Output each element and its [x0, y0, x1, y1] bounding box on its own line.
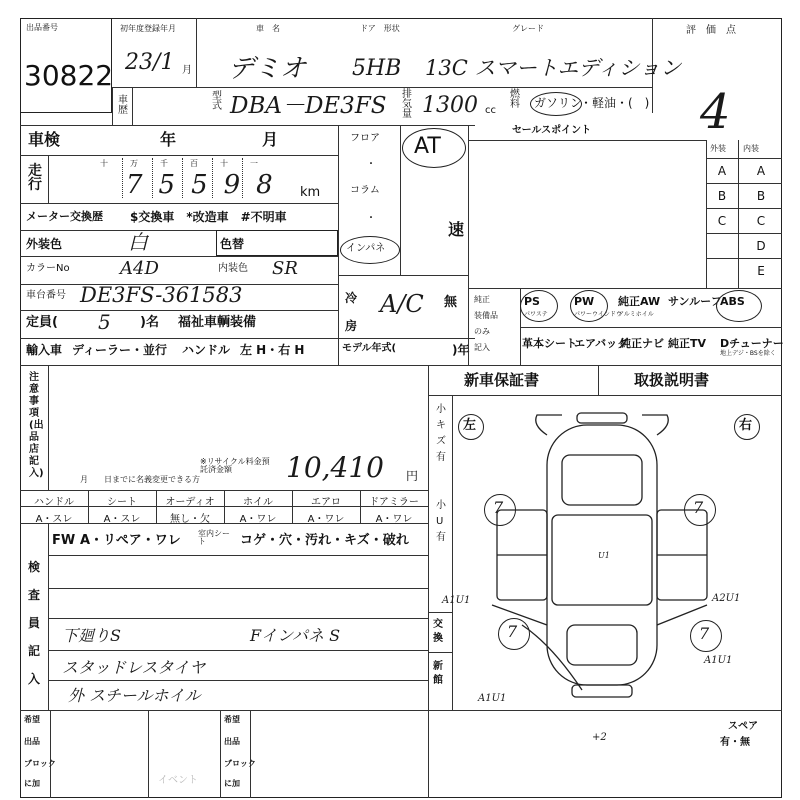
footer-label-enter_label: に加	[24, 779, 40, 788]
inspector-label: 入	[27, 672, 40, 686]
model-year-label: モデル年式(	[342, 343, 397, 354]
tire-value: 7	[693, 498, 704, 517]
equipment-item: 純正AW	[618, 295, 661, 308]
grade-int-cell: C	[756, 214, 766, 228]
pure-label: のみ	[474, 327, 490, 336]
recycle-note: ※リサイクル料金預託済金額	[200, 457, 270, 474]
condition-value: A・スレ	[35, 514, 73, 525]
inspector-label: 記	[27, 644, 40, 658]
first-reg-value: 23/1	[125, 50, 175, 75]
handle-label: ハンドル	[182, 343, 231, 357]
equipment-item: サンルーフ	[668, 295, 722, 308]
model-value: DBA－DE3FS	[230, 93, 387, 119]
footer-label-exhibit_label: 出品	[24, 737, 40, 746]
condition-header: シート	[107, 497, 137, 508]
inspector-line-1: 下廻りS	[62, 626, 121, 645]
int-color-label: 内装色	[218, 263, 248, 274]
at-label: AT	[414, 134, 441, 159]
tire-value: 7	[699, 624, 710, 643]
condition-header: ホイル	[243, 497, 273, 508]
note-bottom: +2	[592, 732, 607, 743]
pure-label: 記入	[474, 343, 490, 352]
mileage-unit: km	[300, 185, 321, 200]
equipment-item: Dチューナー	[720, 337, 784, 350]
chassis-label: 車台番号	[26, 290, 66, 301]
condition-value: 無し・欠	[170, 514, 210, 525]
meter-exchange-label: メーター交換歴	[26, 210, 103, 223]
displacement-unit: cc	[485, 105, 496, 116]
equipment-sub: パワステ	[524, 311, 548, 318]
inspector-label: 検	[27, 560, 40, 574]
equipment-item: 革本シート	[522, 337, 577, 350]
int-color-value: SR	[272, 258, 298, 279]
grade-divider	[706, 183, 782, 184]
left-label: 左	[463, 418, 477, 433]
meter-options: $交換車 *改造車 #不明車	[130, 210, 287, 224]
tire-value: 7	[493, 498, 504, 517]
new-warranty: 新車保証書	[464, 371, 540, 389]
condition-value: A・ワレ	[239, 514, 277, 525]
mark-a1u1-left: A1U1	[442, 595, 471, 606]
mileage-digit-header: 十	[220, 159, 228, 168]
mileage-digit-header: 百	[190, 159, 198, 168]
shaken-month: 月	[262, 130, 279, 149]
sales-points-title: セールスポイント	[512, 125, 592, 136]
grade-divider	[706, 158, 782, 159]
fuel-alt: ・軽油・( )	[580, 96, 650, 110]
inspector-line-3: 外 スチールホイル	[68, 686, 201, 705]
until-note: 日までに名義変更できる方	[104, 475, 200, 484]
car-diagram	[452, 395, 782, 710]
speed-label: 速	[448, 220, 465, 239]
color-no-value: A4D	[120, 258, 159, 279]
floor-label: フロア	[350, 133, 380, 144]
repaint-label: 色替	[220, 237, 245, 251]
grade-value: 13C スマートエディション	[425, 56, 682, 80]
condition-header: エアロ	[311, 497, 341, 508]
shaken-label: 車検	[28, 130, 61, 149]
rating-value: 4	[700, 84, 731, 140]
equipment-circle	[716, 290, 762, 322]
small-scratch-label: 小キズ有	[436, 404, 446, 463]
footer-label-block_label: ブロック	[224, 759, 256, 768]
mark-a1u1-right-rear: A1U1	[704, 655, 733, 666]
footer-label-exhibit_label: 出品	[224, 737, 240, 746]
door-label: ドア 形状	[360, 24, 400, 33]
inspector-line-2: スタッドレスタイヤ	[62, 658, 206, 677]
right-label: 右	[739, 418, 753, 433]
footer-label-block_label: ブロック	[24, 759, 56, 768]
mileage-digit-header: 千	[160, 159, 168, 168]
chassis-value: DE3FS-361583	[80, 283, 243, 307]
grade-int-cell: A	[756, 164, 766, 178]
equipment-item: ABS	[720, 295, 745, 308]
ac-label: 冷房	[345, 291, 358, 333]
interior-items: コゲ・穴・汚れ・キズ・破れ	[240, 533, 409, 548]
shaken-year: 年	[160, 130, 177, 149]
pure-label: 純正	[474, 295, 490, 304]
footer-label-hope_label: 希望	[24, 715, 40, 724]
import-label: 輸入車	[26, 343, 63, 357]
inpane-label: インパネ	[346, 243, 386, 254]
grade-int-cell: D	[756, 239, 766, 253]
grade-int-cell: B	[756, 189, 766, 203]
equipment-sub: 地上デジ・BSを除く	[720, 350, 776, 357]
mileage-digit-header: 一	[250, 159, 258, 168]
grade-divider	[706, 208, 782, 209]
first-reg-month: 月	[182, 65, 192, 76]
equipment-item: 純正TV	[668, 337, 707, 350]
recycle-unit: 円	[406, 469, 419, 483]
capacity-label: 定員(	[26, 315, 58, 330]
grade-ext-cell: B	[717, 189, 727, 203]
mark-a2u1-right: A2U1	[712, 593, 741, 604]
mileage-label: 走行	[28, 163, 42, 193]
rating-label: 評 価 点	[686, 25, 736, 36]
model-year-unit: )年	[452, 343, 470, 357]
ext-color-label: 外装色	[26, 237, 63, 251]
equipment-sub: パワーウインドウ	[574, 311, 622, 318]
grade-ext-cell: C	[717, 214, 727, 228]
fw-label: FW	[52, 533, 76, 548]
pure-label: 装備品	[474, 311, 498, 320]
grade-ext-label: 外装	[710, 144, 726, 153]
car-name-value: デミオ	[228, 54, 307, 84]
caution-label: 注意事項(出品店記入)	[29, 372, 44, 479]
mark-a1u1-left-rear: A1U1	[478, 693, 507, 704]
damage-codes: A・リペア・ワレ	[80, 533, 181, 548]
displacement-label: 排気量	[402, 89, 412, 120]
digit-divider	[122, 158, 123, 198]
condition-value: A・ワレ	[307, 514, 345, 525]
grade-ext-cell: A	[717, 164, 727, 178]
equipment-item: PW	[574, 295, 595, 308]
equipment-item: エアバッグ	[574, 337, 629, 350]
footer-label-hope_label: 希望	[224, 715, 240, 724]
condition-header: ハンドル	[34, 497, 74, 508]
equipment-circle	[570, 290, 608, 322]
history-label: 車歴	[118, 95, 128, 116]
lot-label: 出品番号	[26, 23, 58, 32]
equipment-sub: アルミホイル	[618, 311, 654, 318]
footer-label-enter_label: に加	[224, 779, 240, 788]
ext-color-value: 白	[128, 230, 148, 254]
mileage-value: 75598	[126, 170, 289, 200]
small-u-label: 小U有	[436, 500, 446, 543]
column-label: コラム	[350, 185, 380, 196]
equipment-item: PS	[524, 295, 540, 308]
until-month: 月	[80, 475, 88, 484]
shinkan-label: 新館	[433, 661, 443, 686]
spare-value: 有・無	[720, 737, 750, 748]
first-reg-label: 初年度登録年月	[120, 24, 176, 33]
model-label: 型式	[212, 91, 222, 112]
capacity-unit: )名	[140, 315, 159, 330]
dot-2: ・	[366, 213, 376, 224]
dealer-label: ディーラー・並行	[72, 343, 168, 357]
event-label: イベント	[158, 775, 198, 786]
color-no-label: カラーNo	[26, 263, 70, 274]
mark-u1-roof: U1	[598, 551, 610, 560]
inspector-label: 査	[27, 588, 40, 602]
grade-label: グレード	[512, 24, 544, 33]
none-label: 無	[444, 295, 458, 310]
equipment-circle	[520, 290, 558, 322]
tire-value: 7	[507, 622, 518, 641]
grade-divider	[706, 233, 782, 234]
koukan-label: 交換	[433, 619, 443, 644]
grade-divider	[706, 258, 782, 259]
condition-value: A・ワレ	[375, 514, 413, 525]
condition-header: オーディオ	[165, 497, 215, 508]
interior-seat-label: 室内シート	[198, 529, 230, 546]
handle-value: 左 H・右 H	[240, 343, 305, 357]
welfare-label: 福祉車輌装備	[178, 315, 257, 330]
mileage-digit-header: 万	[130, 159, 138, 168]
manual-label: 取扱説明書	[634, 371, 710, 389]
displacement-value: 1300	[422, 93, 478, 118]
inspector-line-1b: Fインパネ S	[250, 626, 341, 645]
spare-label: スペア	[728, 721, 758, 732]
mileage-digit-header: 十	[100, 159, 108, 168]
grade-int-label: 内装	[743, 144, 759, 153]
car-name-label: 車 名	[256, 24, 280, 33]
condition-header: ドアミラー	[369, 497, 419, 508]
condition-value: A・スレ	[103, 514, 141, 525]
fuel-label: 燃料	[510, 89, 520, 110]
lot-number: 30822	[24, 59, 114, 92]
ac-value: A/C	[380, 290, 424, 318]
recycle-value: 10,410	[286, 451, 384, 484]
dot-1: ・	[366, 159, 376, 170]
door-value: 5HB	[352, 56, 402, 81]
inspector-label: 員	[27, 616, 40, 630]
grade-int-cell: E	[757, 264, 765, 278]
capacity-value: 5	[98, 310, 111, 334]
equipment-item: 純正ナビ	[620, 337, 664, 350]
fuel-value: ガソリン	[534, 96, 583, 110]
